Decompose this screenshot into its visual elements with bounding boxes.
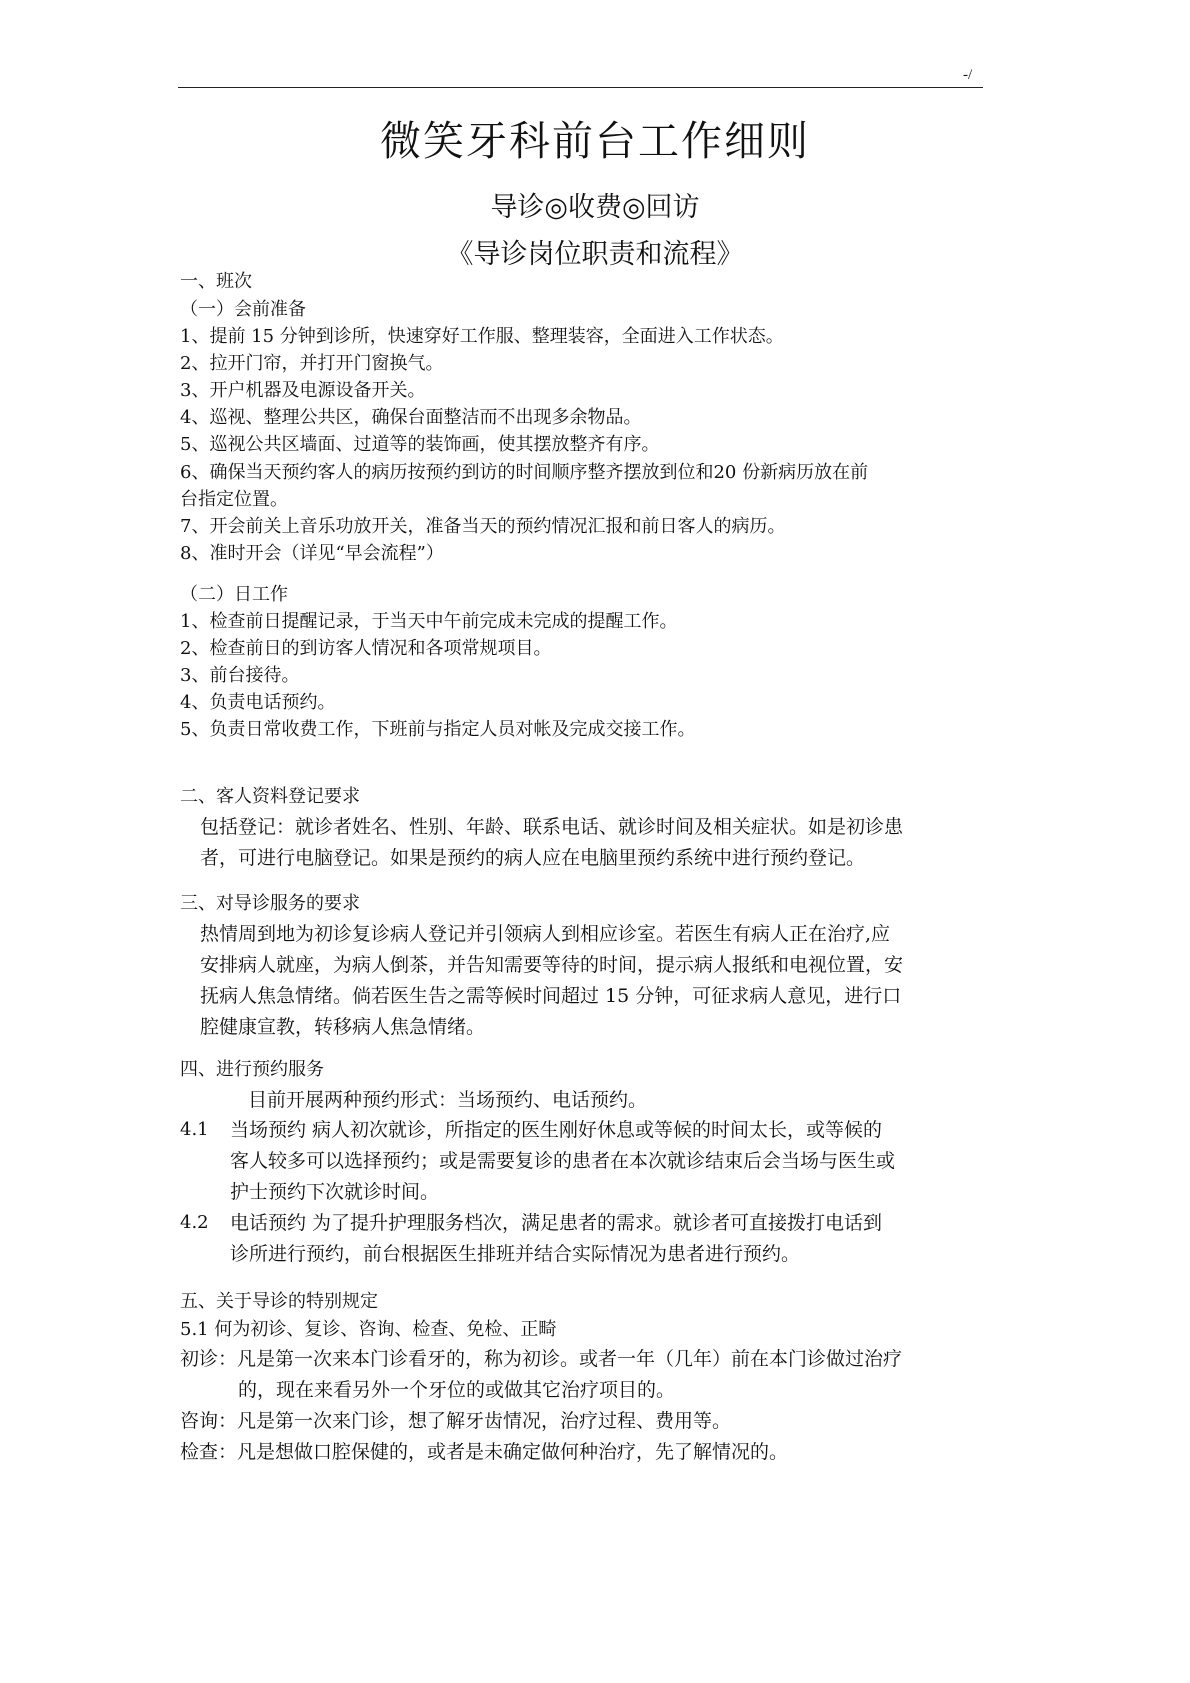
list-item: 8、准时开会（详见“早会流程”） [180,543,444,564]
list-item: 3、前台接待。 [180,665,300,686]
paragraph-line: 的，现在来看另外一个牙位的或做其它治疗项目的。 [238,1379,676,1401]
list-item: 5、巡视公共区墙面、过道等的装饰画，使其摆放整齐有序。 [180,434,660,455]
item-number: 4.1 [180,1119,209,1140]
paragraph-line: 安排病人就座，为病人倒茶，并告知需要等待的时间，提示病人报纸和电视位置，安 [200,954,904,976]
document-title: 微笑牙科前台工作细则 [380,117,810,165]
list-item: 3、开户机器及电源设备开关。 [180,380,426,401]
paragraph-line: 包括登记：就诊者姓名、性别、年龄、联系电话、就诊时间及相关症状。如是初诊患 [200,816,904,838]
list-item: 7、开会前关上音乐功放开关，准备当天的预约情况汇报和前日客人的病历。 [180,516,786,537]
paragraph-line: 抚病人焦急情绪。倘若医生告之需等候时间超过 15 分钟，可征求病人意见，进行口 [200,985,902,1007]
paragraph-line: 当场预约 病人初次就诊，所指定的医生刚好休息或等候的时间太长，或等候的 [230,1119,883,1141]
paragraph-line: 者，可进行电脑登记。如果是预约的病人应在电脑里预约系统中进行预约登记。 [200,847,866,869]
paragraph-line: 护士预约下次就诊时间。 [230,1181,440,1203]
paragraph-line: 腔健康宣教，转移病人焦急情绪。 [200,1016,486,1038]
paragraph-line: 电话预约 为了提升护理服务档次，满足患者的需求。就诊者可直接拨打电话到 [230,1212,883,1234]
section-heading-3: 三、对导诊服务的要求 [180,893,360,914]
section-heading-2: 二、客人资料登记要求 [180,786,360,807]
list-item: 1、检查前日提醒记录，于当天中午前完成未完成的提醒工作。 [180,611,678,632]
list-item: 2、拉开门帘，并打开门窗换气。 [180,353,444,374]
list-item: 6、确保当天预约客人的病历按预约到访的时间顺序整齐摆放到位和20 份新病历放在前 [180,462,869,483]
section-heading-4: 四、进行预约服务 [180,1059,324,1080]
section-heading-5: 五、关于导诊的特别规定 [180,1291,378,1312]
section-title: 《导诊岗位职责和流程》 [446,239,744,270]
item-number: 4.2 [180,1212,209,1233]
section-heading-1: 一、班次 [180,271,252,292]
header-mark: -/ [963,67,973,83]
list-item: 4、巡视、整理公共区，确保台面整洁而不出现多余物品。 [180,407,642,428]
paragraph-line: 目前开展两种预约形式：当场预约、电话预约。 [248,1089,648,1111]
paragraph-line: 咨询：凡是第一次来门诊，想了解牙齿情况，治疗过程、费用等。 [180,1410,732,1432]
list-item: 5、负责日常收费工作，下班前与指定人员对帐及完成交接工作。 [180,719,696,740]
list-item: 1、提前 15 分钟到诊所，快速穿好工作服、整理装容，全面进入工作状态。 [180,326,784,347]
paragraph-line: 诊所进行预约，前台根据医生排班并结合实际情况为患者进行预约。 [230,1243,801,1265]
paragraph-line: 客人较多可以选择预约；或是需要复诊的患者在本次就诊结束后会当场与医生或 [230,1150,896,1172]
subsection-heading: 5.1 何为初诊、复诊、咨询、检查、免检、正畸 [180,1319,557,1340]
subsection-heading: （一）会前准备 [180,299,306,320]
paragraph-line: 初诊：凡是第一次来本门诊看牙的，称为初诊。或者一年（几年）前在本门诊做过治疗 [180,1348,903,1370]
list-item-continued: 台指定位置。 [180,489,288,510]
paragraph-line: 检查：凡是想做口腔保健的，或者是未确定做何种治疗，先了解情况的。 [180,1441,789,1463]
header-rule [178,87,983,88]
subsection-heading: （二）日工作 [180,584,288,605]
paragraph-line: 热情周到地为初诊复诊病人登记并引领病人到相应诊室。若医生有病人正在治疗,应 [200,923,891,945]
list-item: 4、负责电话预约。 [180,692,336,713]
document-subtitle: 导诊◎收费◎回访 [490,192,700,223]
list-item: 2、检查前日的到访客人情况和各项常规项目。 [180,638,552,659]
